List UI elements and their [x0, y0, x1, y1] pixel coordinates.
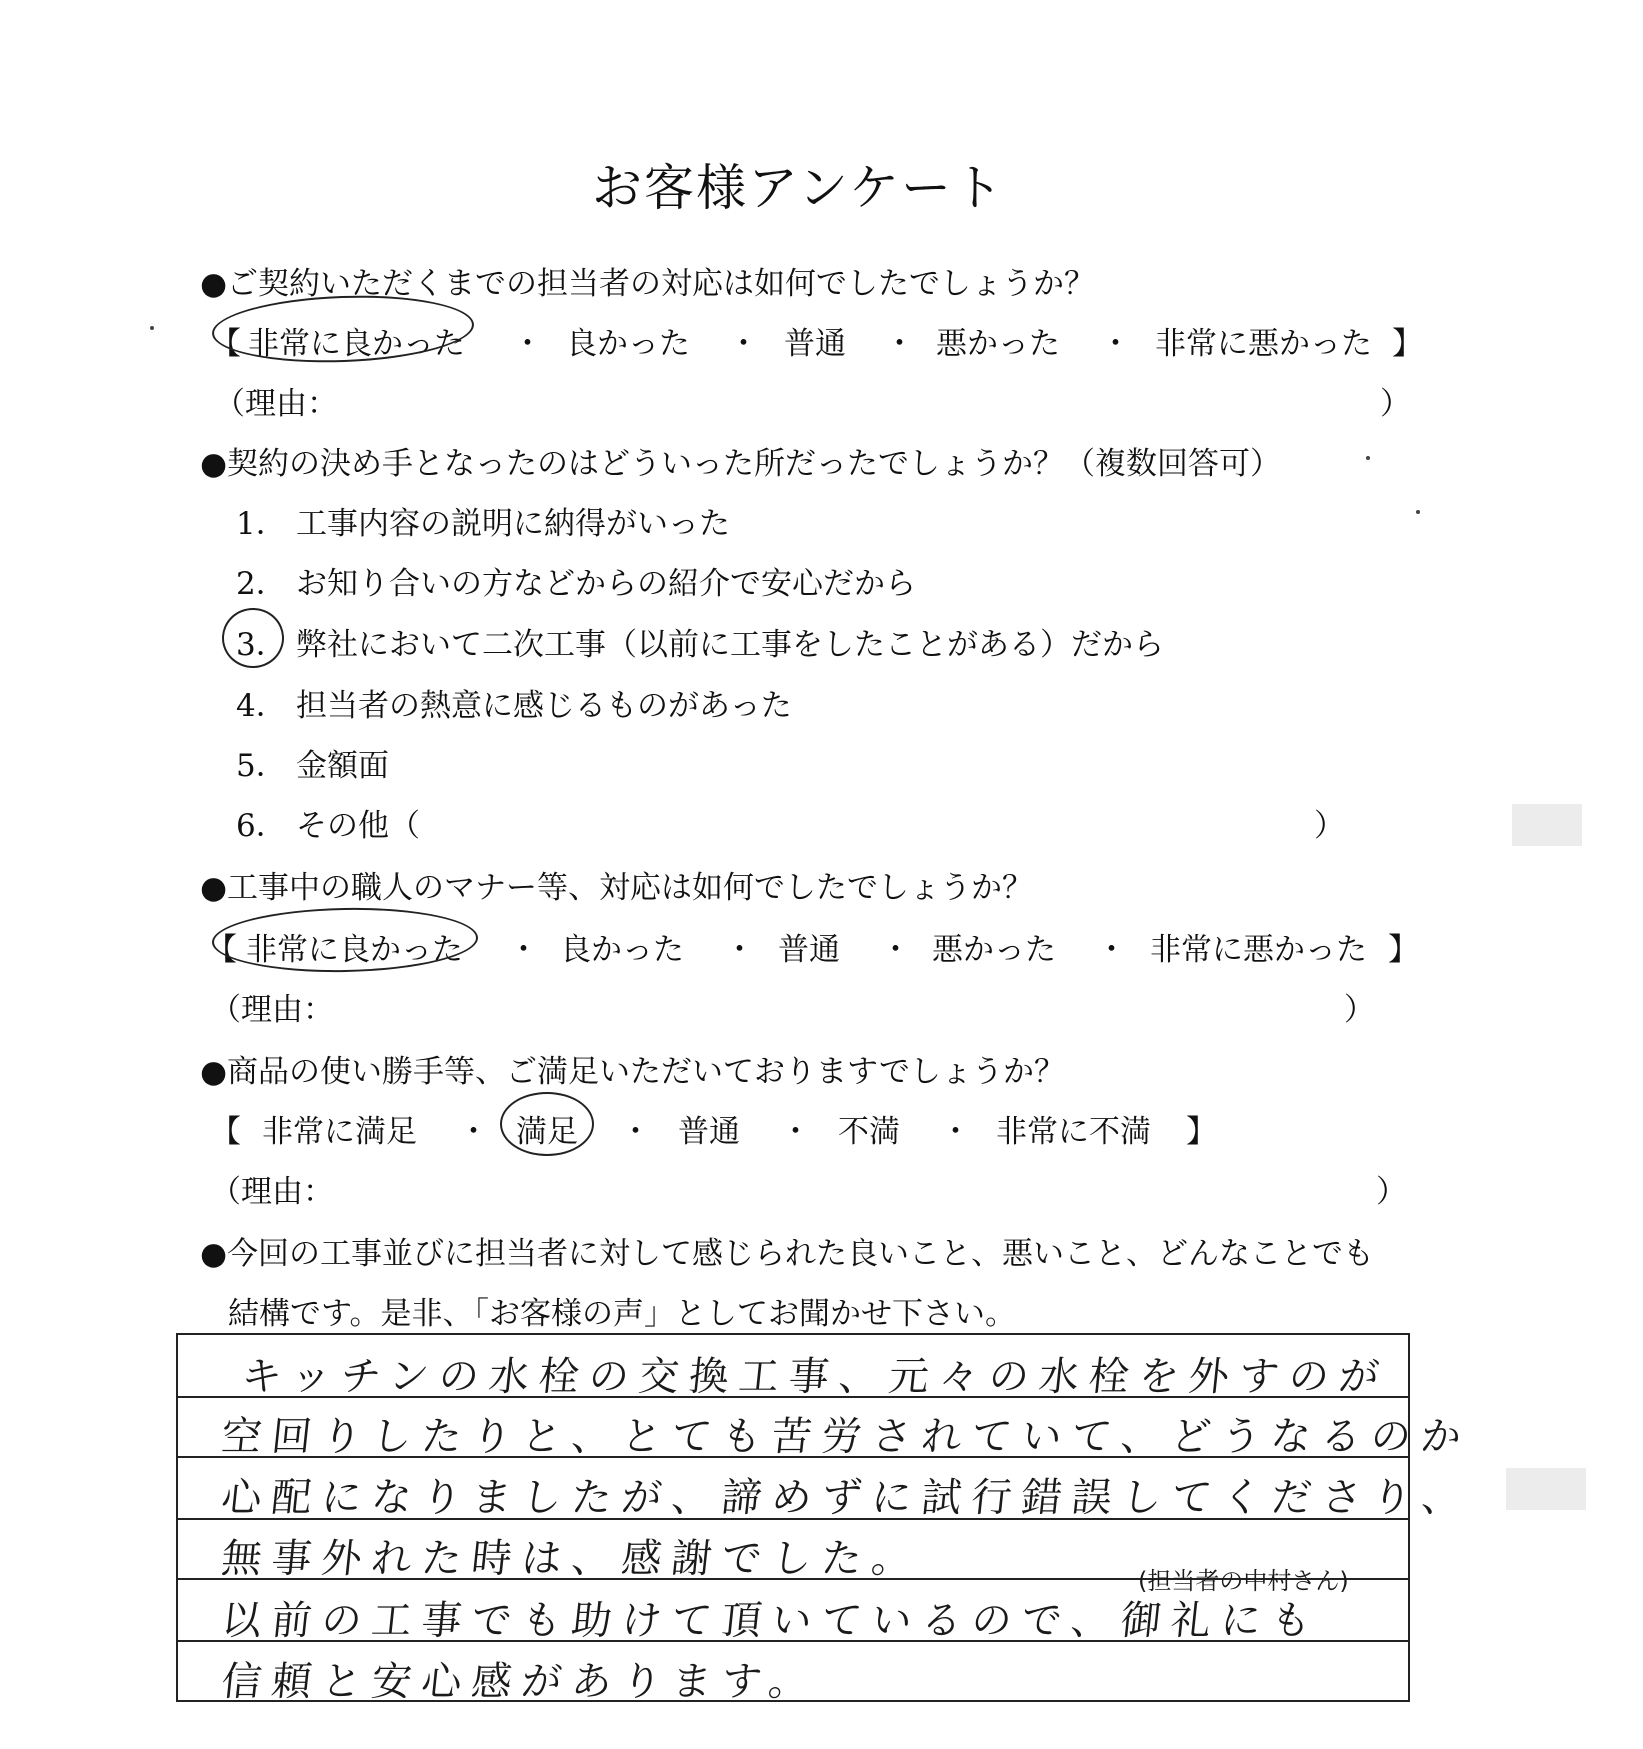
- q4-reason-close: ）: [1376, 1174, 1407, 1210]
- answer-line: キッチンの水栓の交換工事、元々の水栓を外すのが: [239, 1354, 1392, 1400]
- q1-option-bad[interactable]: 悪かった: [936, 326, 1060, 362]
- insertion-note: (担当者の中村さん): [1138, 1567, 1349, 1595]
- q1-separator: ・: [728, 326, 759, 362]
- q1-option-good[interactable]: 良かった: [566, 326, 690, 362]
- question-5-line-1: ●今回の工事並びに担当者に対して感じられた良いこと、悪いこと、どんなことでも: [200, 1236, 1375, 1272]
- scan-speck: [1366, 456, 1370, 460]
- q3-reason-label: （理由：: [210, 992, 334, 1028]
- q3-bracket-close: 】: [1388, 932, 1419, 968]
- q1-option-very-good[interactable]: 非常に良かった: [248, 326, 465, 362]
- page-title: お客様アンケート: [592, 159, 1005, 217]
- answer-line: 無事外れた時は、感謝でした。: [219, 1536, 925, 1582]
- q2-item-text[interactable]: 工事内容の説明に納得がいった: [296, 506, 730, 542]
- q1-separator: ・: [512, 326, 543, 362]
- q4-separator: ・: [940, 1114, 971, 1150]
- scan-smudge: [1512, 804, 1582, 846]
- answer-line: 空回りしたりと、とても苦労されていて、どうなるのか: [219, 1414, 1474, 1460]
- answer-line: 信頼と安心感があります。: [219, 1659, 821, 1705]
- q3-option-very-good[interactable]: 非常に良かった: [246, 932, 463, 968]
- q3-separator: ・: [508, 932, 539, 968]
- q2-item-num: 2．: [236, 566, 287, 602]
- question-1: ●ご契約いただくまでの担当者の対応は如何でしたでしょうか？: [200, 266, 1096, 302]
- scan-speck: [150, 326, 154, 330]
- q4-bracket-open: 【: [210, 1114, 241, 1150]
- q4-option-normal[interactable]: 普通: [678, 1114, 740, 1150]
- q4-selection-circle: [500, 1092, 594, 1156]
- q3-option-very-bad[interactable]: 非常に悪かった: [1150, 932, 1367, 968]
- q4-option-very-satisfied[interactable]: 非常に満足: [262, 1114, 417, 1150]
- q2-item-text[interactable]: お知り合いの方などからの紹介で安心だから: [296, 566, 916, 602]
- q4-separator: ・: [620, 1114, 651, 1150]
- q2-item-num: 3．: [236, 627, 287, 663]
- q4-option-satisfied[interactable]: 満足: [516, 1114, 578, 1150]
- q2-item-text[interactable]: 弊社において二次工事（以前に工事をしたことがある）だから: [296, 627, 1164, 663]
- q1-reason-label: （理由：: [214, 386, 338, 422]
- q1-bracket-close: 】: [1392, 326, 1423, 362]
- q3-separator: ・: [880, 932, 911, 968]
- q3-separator: ・: [724, 932, 755, 968]
- answer-box: [176, 1333, 1475, 1705]
- q2-item-num: 4．: [236, 688, 287, 724]
- q2-item-text[interactable]: 金額面: [296, 748, 389, 784]
- q3-option-bad[interactable]: 悪かった: [932, 932, 1056, 968]
- q2-item-num: 1．: [236, 506, 287, 542]
- question-2: ●契約の決め手となったのはどういった所だったでしょうか？（複数回答可）: [200, 446, 1282, 482]
- scan-speck: [1416, 510, 1420, 514]
- question-3: ●工事中の職人のマナー等、対応は如何でしたでしょうか？: [200, 870, 1034, 906]
- q4-separator: ・: [780, 1114, 811, 1150]
- q1-bracket-open: 【: [210, 326, 241, 362]
- q2-item-num: 6．: [236, 808, 287, 844]
- q4-option-very-unsatisfied[interactable]: 非常に不満: [996, 1114, 1151, 1150]
- question-5-line-2: 結構です。是非、「お客様の声」としてお聞かせ下さい。: [228, 1296, 1017, 1332]
- question-4: ●商品の使い勝手等、ご満足いただいておりますでしょうか？: [200, 1054, 1065, 1090]
- q3-reason-close: ）: [1344, 992, 1375, 1028]
- q2-item-text[interactable]: 担当者の熱意に感じるものがあった: [296, 688, 792, 724]
- q3-option-good[interactable]: 良かった: [560, 932, 684, 968]
- scan-smudge: [1506, 1468, 1586, 1510]
- q2-selection-circle: [222, 608, 284, 668]
- answer-line: 以前の工事でも助けて頂いているので、御礼にも: [219, 1598, 1324, 1644]
- answer-line: 心配になりましたが、諦めずに試行錯誤してくださり、: [219, 1475, 1475, 1521]
- q1-option-normal[interactable]: 普通: [784, 326, 846, 362]
- q4-separator: ・: [458, 1114, 489, 1150]
- q1-reason-close: ）: [1380, 386, 1411, 422]
- q3-bracket-open: 【: [206, 932, 237, 968]
- q1-separator: ・: [1100, 326, 1131, 362]
- q4-reason-label: （理由：: [210, 1174, 334, 1210]
- q2-item-text[interactable]: その他（: [296, 808, 420, 844]
- q1-option-very-bad[interactable]: 非常に悪かった: [1155, 326, 1372, 362]
- q2-item-num: 5．: [236, 748, 287, 784]
- q3-separator: ・: [1096, 932, 1127, 968]
- q3-option-normal[interactable]: 普通: [778, 932, 840, 968]
- q1-separator: ・: [884, 326, 915, 362]
- q4-option-unsatisfied[interactable]: 不満: [838, 1114, 900, 1150]
- q2-other-close: ）: [1314, 808, 1345, 844]
- q4-bracket-close: 】: [1186, 1114, 1217, 1150]
